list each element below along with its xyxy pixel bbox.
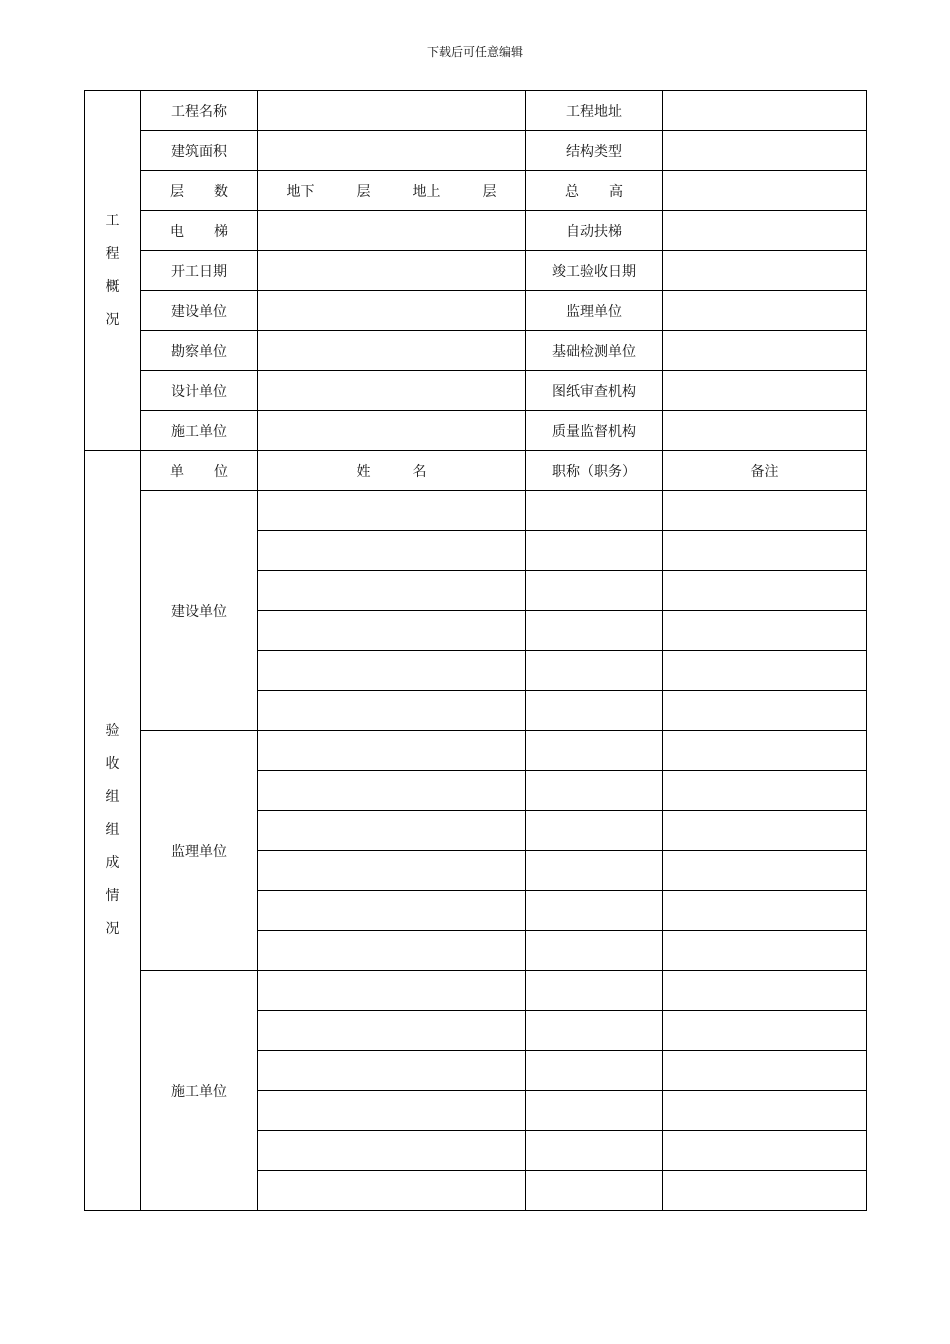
remark-cell[interactable] [663, 771, 867, 811]
label-elevator: 电 梯 [141, 211, 258, 251]
field-foundation-testing-unit[interactable] [663, 331, 867, 371]
section-label-project-overview: 工 程 概 况 [85, 91, 141, 451]
name-cell[interactable] [258, 731, 526, 771]
field-quality-supervision-agency[interactable] [663, 411, 867, 451]
remark-cell[interactable] [663, 571, 867, 611]
name-cell[interactable] [258, 771, 526, 811]
name-cell[interactable] [258, 931, 526, 971]
name-cell[interactable] [258, 691, 526, 731]
title-cell[interactable] [526, 571, 663, 611]
name-cell[interactable] [258, 571, 526, 611]
title-cell[interactable] [526, 491, 663, 531]
name-cell[interactable] [258, 891, 526, 931]
remark-cell[interactable] [663, 1131, 867, 1171]
field-design-unit[interactable] [258, 371, 526, 411]
title-cell[interactable] [526, 771, 663, 811]
label-foundation-testing-unit: 基础检测单位 [526, 331, 663, 371]
column-header-remark: 备注 [663, 451, 867, 491]
field-building-area[interactable] [258, 131, 526, 171]
label-quality-supervision-agency: 质量监督机构 [526, 411, 663, 451]
name-cell[interactable] [258, 851, 526, 891]
remark-cell[interactable] [663, 891, 867, 931]
section-label-acceptance-team: 验 收 组 组 成 情 况 [85, 451, 141, 1211]
name-cell[interactable] [258, 1051, 526, 1091]
floors-aboveground-unit: 层 [482, 183, 497, 200]
field-drawing-review-agency[interactable] [663, 371, 867, 411]
field-elevator[interactable] [258, 211, 526, 251]
remark-cell[interactable] [663, 811, 867, 851]
remark-cell[interactable] [663, 651, 867, 691]
field-total-height[interactable] [663, 171, 867, 211]
group-label-supervision-unit: 监理单位 [141, 731, 258, 971]
field-escalator[interactable] [663, 211, 867, 251]
name-cell[interactable] [258, 811, 526, 851]
label-construction-unit: 施工单位 [141, 411, 258, 451]
floors-underground-label: 地下 [286, 183, 315, 200]
remark-cell[interactable] [663, 691, 867, 731]
acceptance-form-table [84, 90, 867, 1211]
field-construction-owner[interactable] [258, 291, 526, 331]
table-row [85, 971, 867, 1011]
remark-cell[interactable] [663, 851, 867, 891]
label-supervision-unit: 监理单位 [526, 291, 663, 331]
title-cell[interactable] [526, 731, 663, 771]
field-survey-unit[interactable] [258, 331, 526, 371]
column-header-title: 职称（职务） [526, 451, 663, 491]
name-cell[interactable] [258, 1131, 526, 1171]
field-start-date[interactable] [258, 251, 526, 291]
field-project-address[interactable] [663, 91, 867, 131]
name-cell[interactable] [258, 491, 526, 531]
label-escalator: 自动扶梯 [526, 211, 663, 251]
title-cell[interactable] [526, 811, 663, 851]
label-design-unit: 设计单位 [141, 371, 258, 411]
label-survey-unit: 勘察单位 [141, 331, 258, 371]
label-start-date: 开工日期 [141, 251, 258, 291]
title-cell[interactable] [526, 1131, 663, 1171]
remark-cell[interactable] [663, 731, 867, 771]
remark-cell[interactable] [663, 971, 867, 1011]
title-cell[interactable] [526, 651, 663, 691]
group-label-construction-owner: 建设单位 [141, 491, 258, 731]
field-supervision-unit[interactable] [663, 291, 867, 331]
label-construction-owner: 建设单位 [141, 291, 258, 331]
name-cell[interactable] [258, 1091, 526, 1131]
remark-cell[interactable] [663, 1171, 867, 1211]
title-cell[interactable] [526, 691, 663, 731]
title-cell[interactable] [526, 1051, 663, 1091]
remark-cell[interactable] [663, 931, 867, 971]
floors-underground-unit: 层 [356, 183, 371, 200]
name-cell[interactable] [258, 1011, 526, 1051]
remark-cell[interactable] [663, 1051, 867, 1091]
group-label-construction-unit: 施工单位 [141, 971, 258, 1211]
title-cell[interactable] [526, 1011, 663, 1051]
field-floors[interactable] [258, 171, 526, 211]
title-cell[interactable] [526, 531, 663, 571]
title-cell[interactable] [526, 851, 663, 891]
column-header-name: 姓 名 [258, 451, 526, 491]
title-cell[interactable] [526, 1091, 663, 1131]
name-cell[interactable] [258, 1171, 526, 1211]
label-building-area: 建筑面积 [141, 131, 258, 171]
title-cell[interactable] [526, 611, 663, 651]
floors-aboveground-label: 地上 [412, 183, 441, 200]
column-header-unit: 单 位 [141, 451, 258, 491]
table-row [85, 731, 867, 771]
label-structure-type: 结构类型 [526, 131, 663, 171]
remark-cell[interactable] [663, 531, 867, 571]
label-drawing-review-agency: 图纸审查机构 [526, 371, 663, 411]
label-project-address: 工程地址 [526, 91, 663, 131]
remark-cell[interactable] [663, 611, 867, 651]
field-construction-unit[interactable] [258, 411, 526, 451]
label-floors: 层 数 [141, 171, 258, 211]
label-completion-date: 竣工验收日期 [526, 251, 663, 291]
remark-cell[interactable] [663, 491, 867, 531]
title-cell[interactable] [526, 1171, 663, 1211]
table-row [85, 491, 867, 531]
label-project-name: 工程名称 [141, 91, 258, 131]
name-cell[interactable] [258, 971, 526, 1011]
label-total-height: 总 高 [526, 171, 663, 211]
field-completion-date[interactable] [663, 251, 867, 291]
name-cell[interactable] [258, 651, 526, 691]
title-cell[interactable] [526, 891, 663, 931]
remark-cell[interactable] [663, 1011, 867, 1051]
field-structure-type[interactable] [663, 131, 867, 171]
field-project-name[interactable] [258, 91, 526, 131]
title-cell[interactable] [526, 971, 663, 1011]
title-cell[interactable] [526, 931, 663, 971]
remark-cell[interactable] [663, 1091, 867, 1131]
name-cell[interactable] [258, 611, 526, 651]
page-header: 下载后可任意编辑 [426, 45, 523, 59]
name-cell[interactable] [258, 531, 526, 571]
